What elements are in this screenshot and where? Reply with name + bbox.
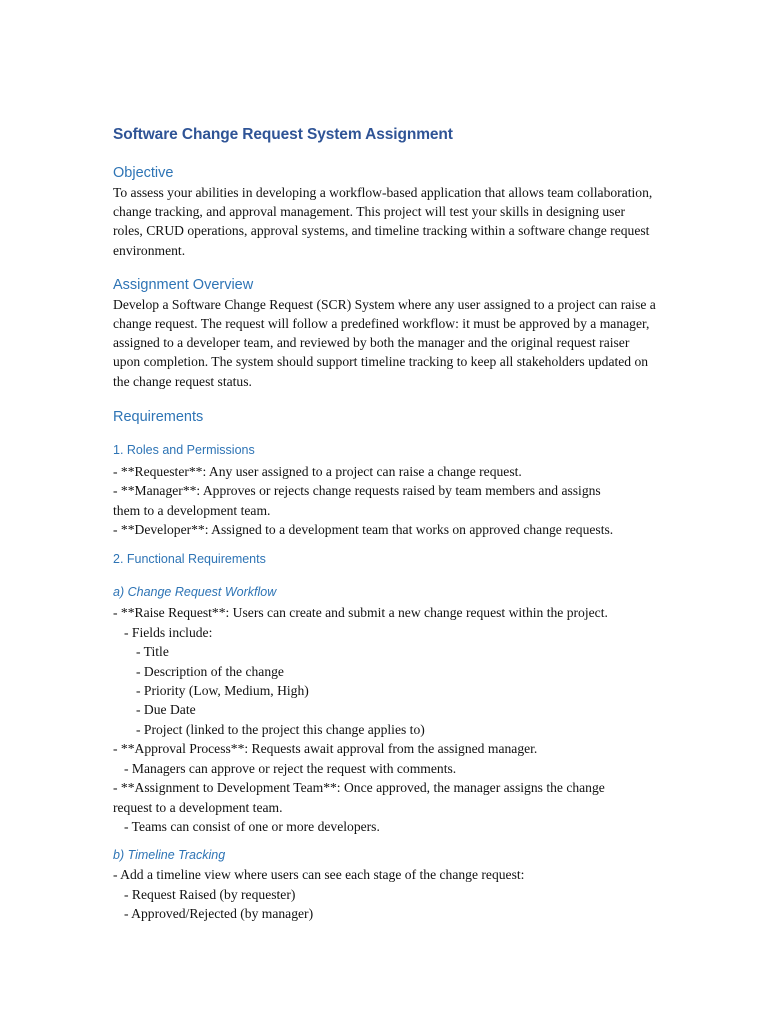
timeline-intro: - Add a timeline view where users can see each stage of the change request:	[113, 867, 525, 883]
requirements-heading: Requirements	[113, 408, 204, 425]
document-body	[113, 124, 658, 924]
overview-heading: Assignment Overview	[113, 276, 254, 293]
assignment-line2: request to a development team.	[113, 799, 283, 815]
assignment-line1: - **Assignment to Development Team**: Once approved, the manager assigns the change	[113, 780, 605, 796]
assignment-sub: - Teams can consist of one or more developers.	[124, 818, 380, 834]
objective-text: To assess your abilities in developing a workflow-based application that allows team collaboration, change tracking, and approval management. This project will test your skills in designing user roles, CRUD operations, approval systems, and timeline tracking within a software change request environment.	[113, 185, 653, 258]
roles-heading: 1. Roles and Permissions	[113, 442, 255, 457]
field-item: - Description of the change	[136, 663, 284, 679]
raise-request: - **Raise Request**: Users can create and submit a new change request within the project.	[113, 605, 608, 621]
fields-include: - Fields include:	[124, 624, 213, 640]
role-developer: - **Developer**: Assigned to a development team that works on approved change requests.	[113, 522, 614, 538]
role-manager-line2: them to a development team.	[113, 502, 271, 518]
approval-process: - **Approval Process**: Requests await approval from the assigned manager.	[113, 741, 538, 757]
role-manager-line1: - **Manager**: Approves or rejects change requests raised by team members and assigns	[113, 483, 601, 499]
field-item: - Priority (Low, Medium, High)	[136, 683, 309, 699]
workflow-heading: a) Change Request Workflow	[113, 585, 277, 600]
objective-heading: Objective	[113, 165, 174, 181]
timeline-item: - Approved/Rejected (by manager)	[124, 906, 314, 922]
field-item: - Project (linked to the project this change applies to)	[136, 721, 425, 737]
document-title: Software Change Request System Assignment	[113, 126, 453, 143]
functional-heading: 2. Functional Requirements	[113, 552, 266, 567]
timeline-heading: b) Timeline Tracking	[113, 848, 226, 863]
approval-sub: - Managers can approve or reject the request with comments.	[124, 760, 457, 776]
field-item: - Title	[136, 644, 169, 660]
role-requester: - **Requester**: Any user assigned to a project can raise a change request.	[113, 463, 522, 479]
field-item: - Due Date	[136, 702, 196, 718]
timeline-item: - Request Raised (by requester)	[124, 886, 296, 902]
overview-text: Develop a Software Change Request (SCR) System where any user assigned to a project can raise a change request. The request will follow a predefined workflow: it must be approved by a manager, assigned to a developer team, and reviewed by both the manager and the original request raiser upon completion. The system should support timeline tracking to keep all stakeholders updated on the change request status.	[113, 296, 656, 389]
